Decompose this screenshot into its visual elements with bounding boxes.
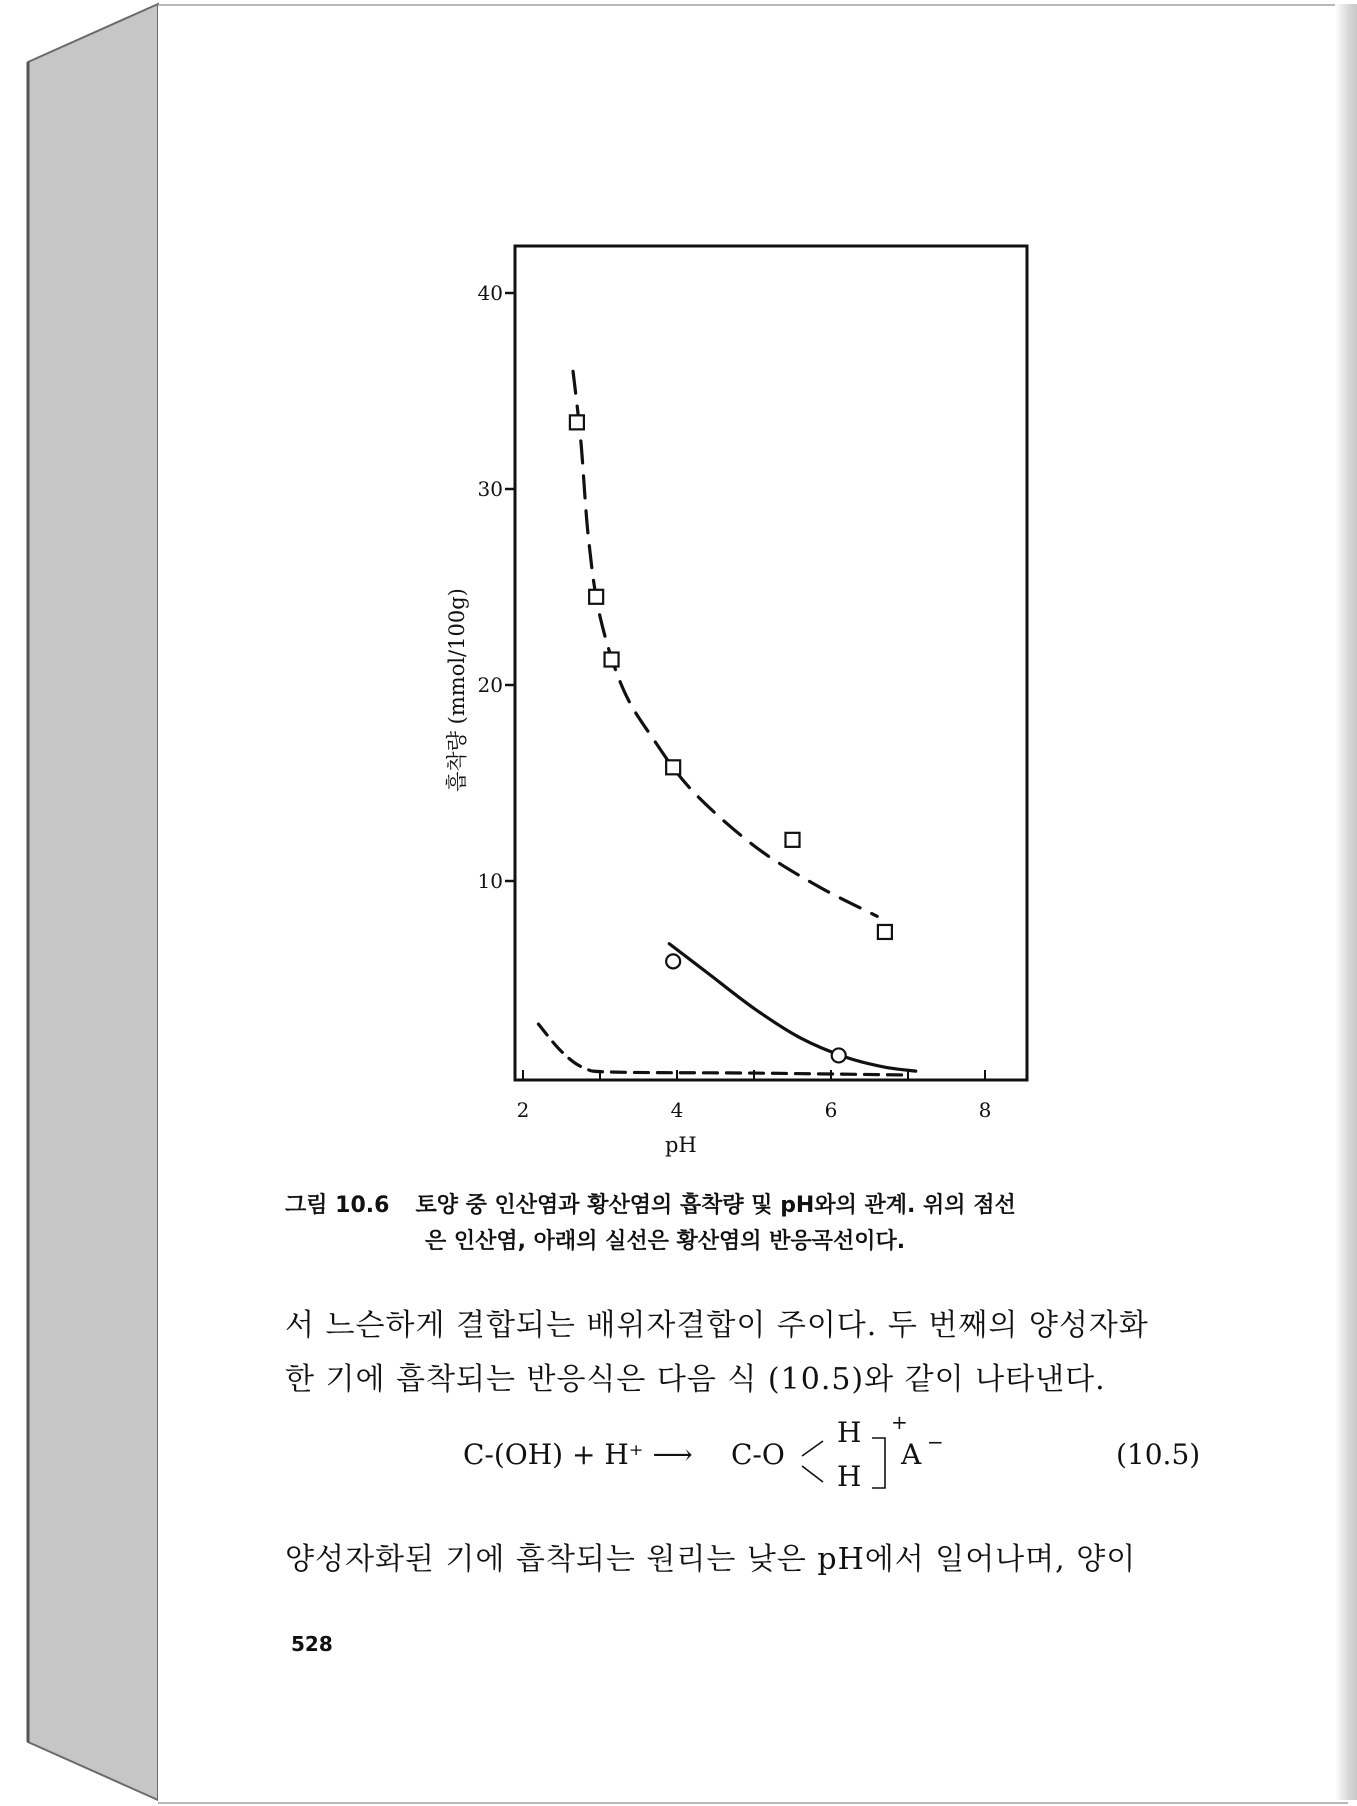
x-tick-label: 6 [824,1098,838,1122]
series-3-curve [538,1024,908,1075]
equation-h-top: H [837,1416,862,1449]
circle-data-point [832,1048,846,1062]
x-tick-label: 8 [978,1098,992,1122]
square-data-point [786,833,800,847]
y-tick-label: 20 [477,673,503,697]
figure-caption-line2: 은 인산염, 아래의 실선은 황산염의 반응곡선이다. [425,1229,906,1254]
square-data-point [605,653,619,667]
series-2-curve [669,944,915,1071]
chart-plot-frame [515,246,1027,1080]
y-tick-label: 40 [477,281,503,305]
body-text-line3: 양성자화된 기에 흡착되는 원리는 낮은 pH에서 일어나며, 양이 [285,1542,1137,1577]
equation-anion: A [901,1438,922,1471]
equation-right-c-o: C-O [731,1438,785,1471]
body-text-line2: 한 기에 흡착되는 반응식은 다음 식 (10.5)와 같이 나타낸다. [285,1362,1106,1397]
page-number: 528 [291,1632,333,1656]
circle-data-point [666,954,680,968]
square-data-point [878,925,892,939]
figure-caption [285,1188,1215,1260]
equation-h-bottom: H [837,1460,862,1493]
square-data-point [666,760,680,774]
square-data-point [570,415,584,429]
x-tick-label: 4 [670,1098,684,1122]
y-tick-label: 10 [477,869,503,893]
equation-number: (10.5) [1116,1438,1201,1471]
y-tick-label: 30 [477,477,503,501]
x-tick-label: 2 [516,1098,530,1122]
figure-caption-line1: 토양 중 인산염과 황산염의 흡착량 및 pH와의 관계. 위의 점선 [415,1193,1016,1218]
equation-anion-charge: − [927,1430,944,1454]
equation-charge-plus: + [891,1410,908,1434]
x-axis-title: pH [664,1133,697,1157]
square-data-point [589,590,603,604]
figure-caption-label: 그림 10.6 [285,1193,390,1218]
series-1-curve [573,371,877,916]
equation-left-side: C-(OH) + H⁺ ⟶ [463,1438,693,1471]
y-axis-title: 흡착량 (mmol/100g) [445,588,469,792]
body-text-line1: 서 느슨하게 결합되는 배위자결합이 주이다. 두 번째의 양성자화 [285,1308,1149,1343]
equation-10-5 [463,1410,1223,1496]
